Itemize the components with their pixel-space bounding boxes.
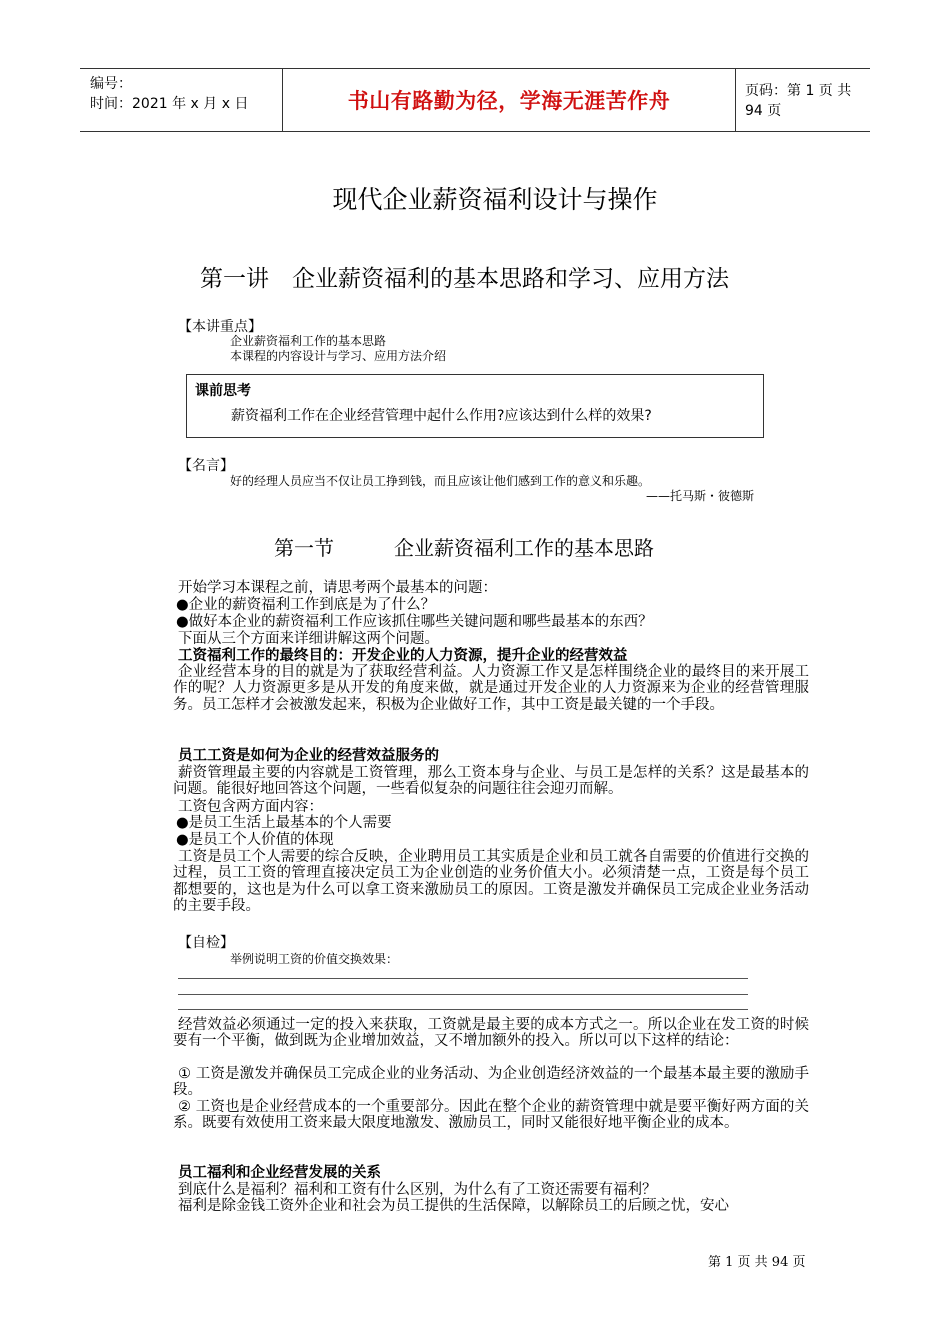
- conclusion-2: ② 工资也是企业经营成本的一个重要部分。因此在整个企业的薪资管理中就是要平衡好两方面的关系。既要有效使用工资来最大限度地激发、激励员工，同时又能很好地平衡企业的成本。: [173, 1099, 809, 1132]
- answer-line: [178, 994, 748, 995]
- document-header: [80, 68, 870, 132]
- key-point-item: 本课程的内容设计与学习、应用方法介绍: [230, 349, 447, 363]
- answer-line: [178, 978, 748, 979]
- quote-text: 好的经理人员应当不仅让员工挣到钱，而且应该让他们感到工作的意义和乐趣。: [230, 474, 651, 488]
- conclusion-1: ① 工资是激发并确保员工完成企业的业务活动、为企业创造经济效益的一个最基本最主要的激励手段。: [173, 1066, 809, 1099]
- motto-text: 书山有路勤为径，学海无涯苦作舟: [347, 89, 671, 113]
- paragraph: 企业经营本身的目的就是为了获取经营利益。人力资源工作又是怎样围绕企业的最终目的来开展工作的呢？人力资源更多是从开发的角度来做，就是通过开发企业的人力资源来为企业的经营管理服务。员工怎样才会被激发起来，积极为企业做好工作，其中工资是最关键的一个手段。: [173, 664, 809, 713]
- section-name: 企业薪资福利工作的基本思路: [394, 536, 654, 560]
- heading-welfare: 员工福利和企业经营发展的关系: [178, 1165, 381, 1181]
- paragraph: 经营效益必须通过一定的投入来获取，工资就是最主要的成本方式之一。所以企业在发工资的时候要有一个平衡，做到既为企业增加效益，又不增加额外的投入。所以可以下这样的结论：: [173, 1017, 809, 1050]
- wage-contents-bullet: ●是员工个人价值的体现: [176, 832, 334, 848]
- quote-author: ——托马斯・彼德斯: [646, 489, 755, 503]
- pre-think-question: 薪资福利工作在企业经营管理中起什么作用?应该达到什么样的效果?: [231, 408, 652, 424]
- section-number: 第一节: [274, 536, 334, 560]
- key-point-item: 企业薪资福利工作的基本思路: [230, 334, 387, 348]
- pre-think-box: [186, 374, 764, 438]
- welfare-line: 到底什么是福利？福利和工资有什么区别，为什么有了工资还需要有福利？: [178, 1182, 657, 1198]
- paragraph: 工资是员工个人需要的综合反映，企业聘用员工其实质是企业和员工就各自需要的价值进行交换的过程，员工工资的管理直接决定员工为企业创造的业务价值大小。必须清楚一点，工资是每个员工都想要的，这也是为什么可以拿工资来激励员工的原因。工资是激发并确保员工完成企业业务活动的主要手段。: [173, 849, 809, 915]
- pre-think-heading: 课前思考: [195, 383, 251, 399]
- quote-heading: 【名言】: [178, 458, 234, 474]
- self-check-heading: 【自检】: [178, 935, 234, 951]
- welfare-line: 福利是除金钱工资外企业和社会为员工提供的生活保障，以解除员工的后顾之忧，安心: [178, 1198, 729, 1214]
- answer-line: [178, 1009, 748, 1010]
- heading-final-goal: 工资福利工作的最终目的：开发企业的人力资源，提升企业的经营效益: [178, 648, 628, 664]
- self-check-prompt: 举例说明工资的价值交换效果：: [230, 952, 399, 966]
- page-footer: 第 1 页 共 94 页: [708, 1255, 806, 1270]
- number-label: 编号：: [90, 76, 132, 92]
- intro-line: 下面从三个方面来详细讲解这两个问题。: [178, 631, 439, 647]
- header-motto-cell: [282, 69, 736, 131]
- header-page-cell: [735, 69, 870, 131]
- header-meta-cell: [80, 69, 282, 131]
- intro-bullet: ●做好本企业的薪资福利工作应该抓住哪些关键问题和哪些最基本的东西？: [176, 614, 653, 630]
- intro-bullet: ●企业的薪资福利工作到底是为了什么？: [176, 597, 436, 613]
- page-code: 页码：第 1 页 共 94 页: [745, 83, 852, 119]
- lecture-title: 第一讲 企业薪资福利的基本思路和学习、应用方法: [200, 266, 729, 292]
- intro-line: 开始学习本课程之前，请思考两个最基本的问题：: [178, 580, 497, 596]
- time-label: 时间：2021 年 x 月 x 日: [90, 96, 249, 112]
- wage-contents-intro: 工资包含两方面内容：: [178, 799, 323, 815]
- heading-wage-service: 员工工资是如何为企业的经营效益服务的: [178, 748, 439, 764]
- key-points-heading: 【本讲重点】: [178, 319, 262, 335]
- section-title: [274, 532, 654, 561]
- document-title: 现代企业薪资福利设计与操作: [332, 185, 658, 214]
- paragraph: 薪资管理最主要的内容就是工资管理，那么工资本身与企业、与员工是怎样的关系？这是最基本的问题。能很好地回答这个问题，一些看似复杂的问题往往会迎刃而解。: [173, 765, 809, 798]
- wage-contents-bullet: ●是员工生活上最基本的个人需要: [176, 815, 392, 831]
